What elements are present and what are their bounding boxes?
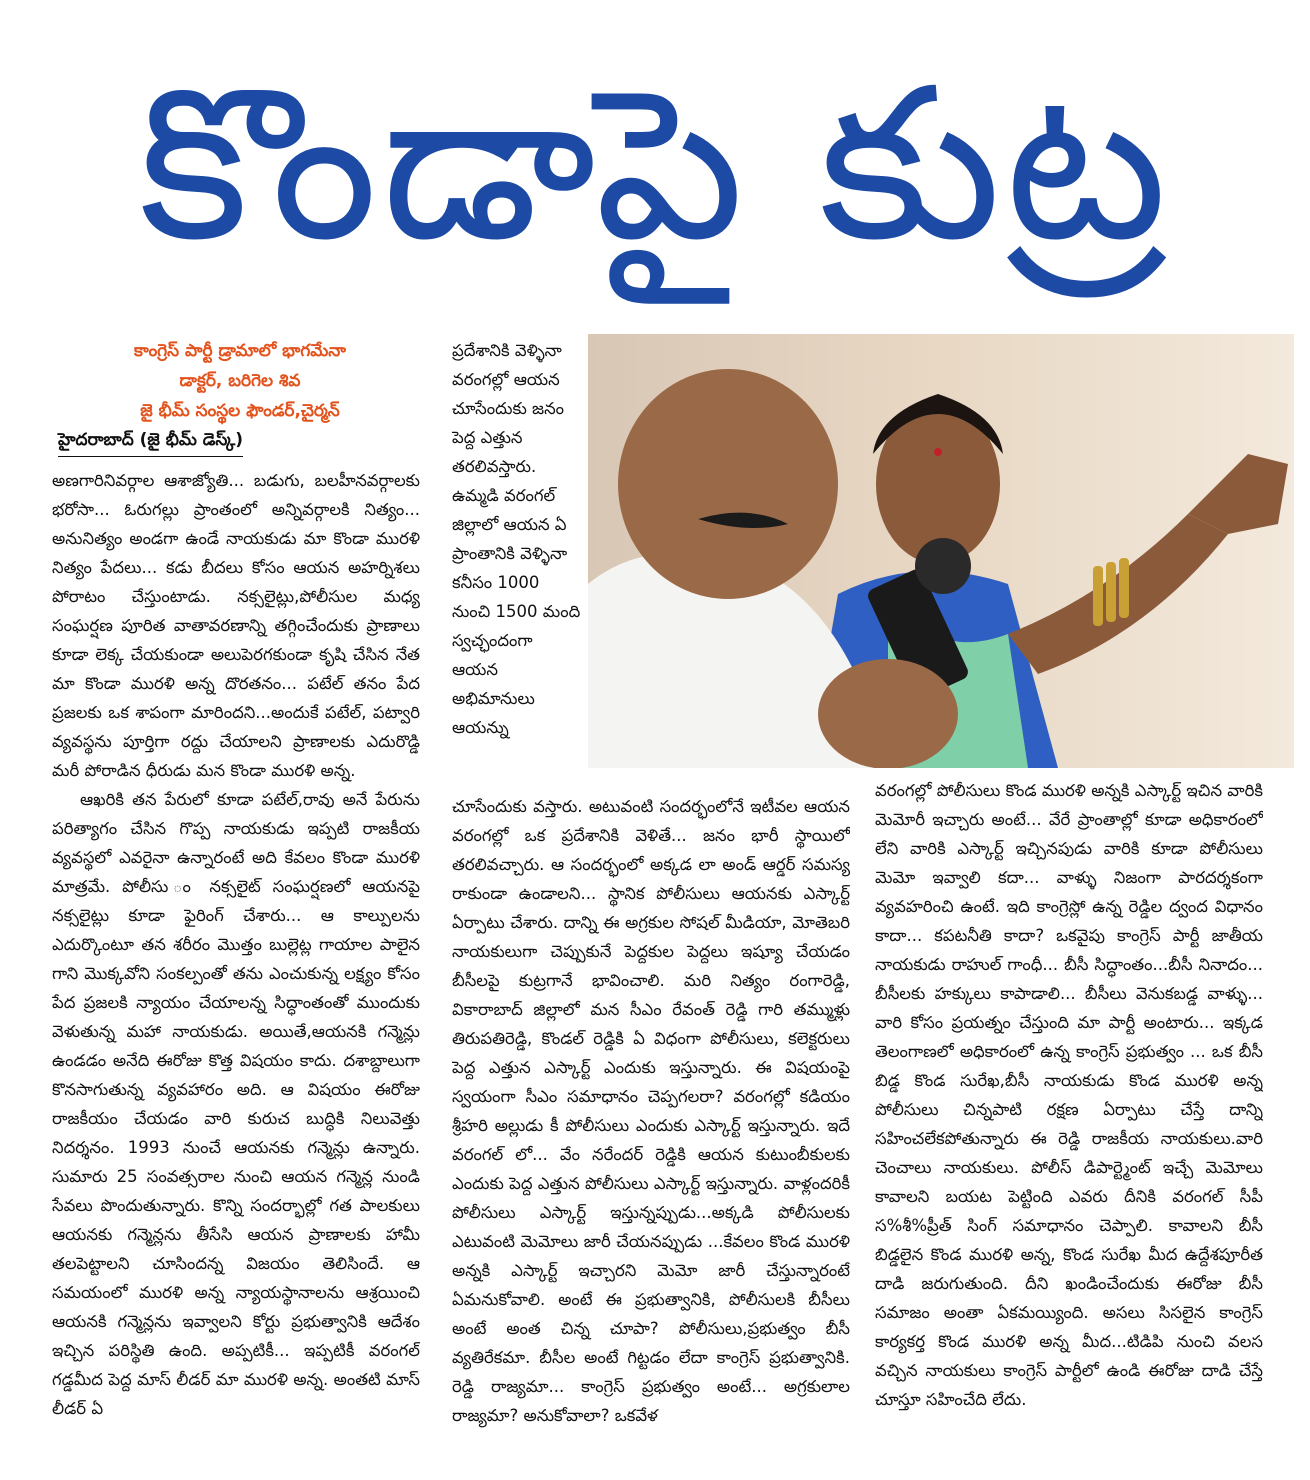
headline: కొండాపై కుట్ర [138, 42, 1172, 287]
paragraph-2: ఆఖరికి తన పేరులో కూడా పటేల్,రావు అనే పేరును పరిత్యాగం చేసిన గొప్ప నాయకుడు ఇప్పటి రాజకీయ వ్యవస్థలో ఎవరైనా ఉన్నారంటే అది కేవలం కొండా మురళి మాత్రమే. పోలీసు ం నక్సలైట్ సంఘర్షణలో ఆయనపై నక్సలైట్లు కూడా ఫైరింగ్ చేశారు... ఆ కాల్పులను ఎదుర్కొంటూ తన శరీరం మొత్తం బుల్లెట్ల గాయాల పాలైన గాని మొక్కవోని సంకల్పంతో తను ఎంచుకున్న లక్ష్యం కోసం పేద ప్రజలకి న్యాయం చేయాలన్న సిద్ధాంతంతో ముందుకు వెళుతున్న మహా నాయకుడు. అయితే,ఆయనకి గన్మెన్లు ఉండడం అనేది ఈరోజు కొత్త విషయం కాదు. దశాబ్దాలుగా కొనసాగుతున్న వ్యవహారం అది. ఆ విషయం ఈరోజు రాజకీయం చేయడం వారి కురుచ బుద్ధికి నిలువెత్తు నిదర్శనం. 1993 నుంచే ఆయనకు గన్మెన్లు ఉన్నారు. సుమారు 25 సంవత్సరాల నుంచి ఆయన గన్మెన్ల నుండి సేవలు పొందుతున్నారు. కొన్ని సందర్భాల్లో గత పాలకులు ఆయనకు గన్మెన్లను తీసేసి ఆయన ప్రాణాలకు హామీ తలపెట్టాలని చూసిందన్న విజయం తెలిసిందే. ఆ సమయంలో మురళి అన్న న్యాయస్థానాలను ఆశ్రయించి ఆయనకి గన్మెన్లను ఇవ్వాలని కోర్టు ప్రభుత్వానికి ఆదేశం ఇచ్చిన పరిస్థితి ఉంది. అప్పటికీ... ఇప్పటికీ వరంగల్ గడ్డమీద పెద్ద మాస్ లీడర్ మా మురళి అన్న. అంతటి మాస్ లీడర్ ఏ [52, 790, 420, 1418]
byline-line-1: కాంగ్రెస్ పార్టీ డ్రామాలో భాగమేనా [134, 341, 346, 361]
paragraph-4: చూసేందుకు వస్తారు. అటువంటి సందర్భంలోనే ఇటీవల ఆయన వరంగల్లో ఒక ప్రదేశానికి వెళితే... జనం భారీ స్థాయిలో తరలివచ్చారు. ఆ సందర్భంలో అక్కడ లా అండ్ ఆర్డర్ సమస్య రాకుండా ఉండాలని... స్థానిక పోలీసులు ఆయనకు ఎస్కార్ట్ ఏర్పాటు చేశారు. దాన్ని ఈ అగ్రకుల సోషల్ మీడియా, మోతెబరి నాయకులుగా చెప్పుకునే పెద్దకుల పెద్దలు ఇష్యూ చేయడం బీసీలపై కుట్రగానే భావించాలి. మరి నిత్యం రంగారెడ్డి, వికారాబాద్ జిల్లాలో మన సీఎం రేవంత్ రెడ్డి గారి తమ్ముళ్లు తిరుపతిరెడ్డి, కొండల్ రెడ్డికి ఏ విధంగా పోలీసులు, కలెక్టరులు పెద్ద ఎత్తున ఎస్కార్ట్ ఎందుకు ఇస్తున్నారు. ఈ విషయంపై స్వయంగా సీఎం సమాధానం చెప్పగలరా? వరంగల్లో కడియం శ్రీహరి అల్లుడు కీ పోలీసులు ఎందుకు ఎస్కార్ట్ ఇస్తున్నారు. ఇదే వరంగల్ లో... వేం నరేందర్ రెడ్డికి ఆయన కుటుంబీకులకు ఎందుకు పెద్ద ఎత్తున పోలీసులు ఎస్కార్ట్ ఇస్తున్నారు. వాళ్లందరికీ పోలీసులు ఎస్కార్ట్ ఇస్తున్నప్పుడు...అక్కడి పోలీసులకు ఎటువంటి మెమోలు జారీ చేయనప్పుడు ...కేవలం కొండ మురళి అన్నకి ఎస్కార్ట్ ఇచ్చారని మెమో జారీ చేస్తున్నారంటే ఏమనుకోవాలి. అంటే ఈ ప్రభుత్వానికి, పోలీసులకి బీసీలు అంటే అంత చిన్న చూపా? పోలీసులు,ప్రభుత్వం బీసీ వ్యతిరేకమా. బీసీల అంటే గిట్టడం లేదా కాంగ్రెస్ ప్రభుత్వానికి. రెడ్డి రాజ్యమా... కాంగ్రెస్ ప్రభుత్వం అంటే... అగ్రకులాల రాజ్యమా? అనుకోవాలా? ఒకవేళ [452, 797, 850, 1425]
paragraph-5: వరంగల్లో పోలీసులు కొండ మురళి అన్నకి ఎస్కార్ట్ ఇచిన వారికి మెమోరీ ఇచ్చారు అంటే... వేరే ప్రాంతాల్లో కూడా అధికారంలో లేని వారికి ఎస్కార్ట్ ఇచ్చినపుడు వారికి కూడా పోలీసులు మెమో ఇవ్వాలి కదా... వాళ్ళు నిజంగా పారదర్శకంగా వ్యవహరించి ఉంటే. ఇది కాంగ్రెస్లో ఉన్న రెడ్డిల ద్వంద విధానం కాదా... కపటనీతి కాదా? ఒకవైపు కాంగ్రెస్ పార్టీ జాతీయ నాయకుడు రాహుల్ గాంధీ... బీసీ సిద్ధాంతం...బీసీ నినాదం... బీసీలకు హక్కులు కాపాడాలి... బీసీలు వెనుకబడ్డ వాళ్ళు... వారి కోసం ప్రయత్నం చేస్తుంది మా పార్టీ అంటారు... ఇక్కడ తెలంగాణలో అధికారంలో ఉన్న కాంగ్రెస్ ప్రభుత్వం ... ఒక బీసీ బిడ్డ కొండ సురేఖ,బీసీ నాయకుడు కొండ మురళి అన్న పోలీసులు చిన్నపాటి రక్షణ ఏర్పాటు చేస్తే దాన్ని సహించలేకపోతున్నారు ఈ రెడ్డి రాజకీయ నాయకులు.వారి చెంచాలు నాయకులు. పోలీస్ డిపార్ట్మెంట్ ఇచ్చే మెమోలు కావాలని బయట పెట్టింది ఎవరు దీనికి వరంగల్ సీపీ స%శీ%ప్రీత్ సింగ్ సమాధానం చెప్పాలి. కావాలని బీసీ బిడ్డలైన కొండ మురళి అన్న, కొండ సురేఖ మీద ఉద్దేశపూరీత దాడి జరుగుతుంది. దీని ఖండించేందుకు ఈరోజు బీసీ సమాజం అంతా ఏకమయ్యింది. అసలు సిసలైన కాంగ్రెస్ కార్యకర్త కొండ మురళి అన్న మీద...టిడిపి నుంచి వలస వచ్చిన నాయకులు కాంగ్రెస్ పార్టీలో ఉండి ఈరోజు దాడి చేస్తే చూస్తూ సహించేది లేదు. [875, 781, 1263, 1409]
byline-line-3: జై భీమ్ సంస్థల ఫౌండర్,చైర్మన్ [140, 401, 340, 421]
byline [50, 336, 430, 426]
article-column-3 [875, 776, 1263, 1476]
article-column-2-top [452, 336, 582, 796]
article-column-2-bottom [452, 792, 850, 1476]
photo-illustration [588, 334, 1294, 768]
paragraph-3: ప్రదేశానికి వెళ్ళినా వరంగల్లో ఆయన చూసేందుకు జనం పెద్ద ఎత్తున తరలివస్తారు. ఉమ్మడి వరంగల్ జిల్లాలో ఆయన ఏ ప్రాంతానికి వెళ్ళినా కనీసం 1000 నుంచి 1500 మంది స్వచ్ఛందంగా ఆయన అభిమానులు ఆయన్ను [452, 341, 581, 737]
article-column-1 [52, 466, 420, 1476]
paragraph-1: అణగారినివర్గాల ఆశాజ్యోతి... బడుగు, బలహీనవర్గాలకు భరోసా... ఓరుగల్లు ప్రాంతంలో అన్నివర్గాలకి నిత్యం... అనునిత్యం అండగా ఉండే నాయకుడు మా కొండా మురళి నిత్యం పేదలు... కడు బీదలు కోసం ఆయన అహర్నిశలు పోరాటం చేస్తుంటాడు. నక్సలైట్లు,పోలీసుల మధ్య సంఘర్షణ పూరిత వాతావరణాన్ని తగ్గించేందుకు ప్రాణాలు కూడా లెక్క చేయకుండా అలుపెరగకుండా కృషి చేసిన నేత మా కొండా మురళి అన్న దొరతనం... పటేల్ తనం పేద ప్రజలకు ఒక శాపంగా మారిందని...అందుకే పటేల్, పట్వారి వ్యవస్థను పూర్తిగా రద్దు చేయాలని ప్రాణాలకు ఎదురొడ్డి మరీ పోరాడిన ధీరుడు మన కొండా మురళి అన్న. [52, 471, 420, 780]
dateline: హైదరాబాద్ (జై భీమ్ డెస్క్) [58, 430, 243, 457]
article-photo [588, 334, 1294, 768]
byline-line-2: డాక్టర్, బరిగెల శివ [179, 371, 301, 391]
